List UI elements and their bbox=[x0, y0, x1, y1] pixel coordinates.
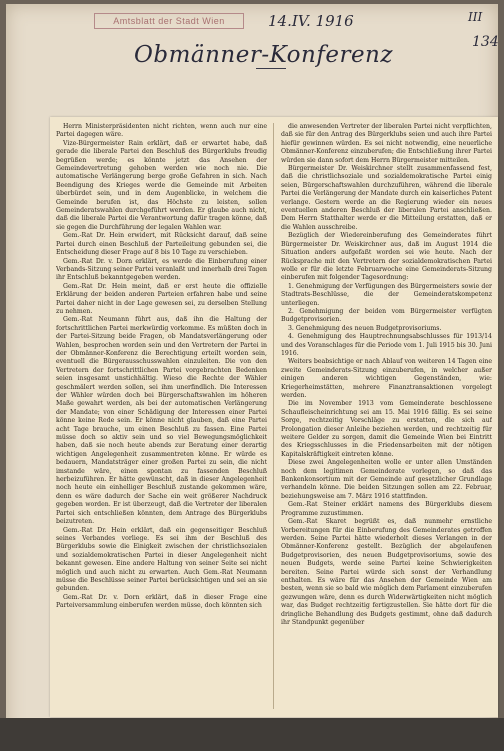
newspaper-clipping bbox=[50, 117, 498, 717]
paragraph: Gem.-Rat Skaret begrüßt es, daß nunmehr ernstliche Vorbereitungen für die Einberufung des Gemeinderates getroffen werden. Seine Partei hätte wiederholt dieses Verlangen in der Obmänner-Konferenz gestellt. Bezüglich der abgelaufenen Budgetprovisorien, des neuen Budgetprovisoriums, sowie des neuen Budgets, werde seine Partei keine Schwierigkeiten bereiten. Seine Partei würde sich sonst der Verhandlung enthalten. Es wäre für das Ansehen der Gemeinde Wien am besten, wenn sie so bald wie möglich dem Parlament einzuberufen gezwungen wäre, denn es durch Widerwärtigkeiten nicht möglich war, das Budget rechtzeitig fertigzustellen. Sie hätte dort für die dringliche Behandlung des Budgets gestimmt, ohne daß dadurch ihr Standpunkt gegenüber bbox=[281, 518, 492, 626]
paragraph: Die im November 1913 vom Gemeinderate beschlossene Schaufleischeinrichtung sei am 15. Mai 1916 fällig. Es sei seine Sorge, rechtzeitig Vorschläge zu erstatten, die sich auf Prolongation dieser Anleihe beziehen werden, und rechtzeitig für weitere Gelder zu sorgen, damit die Gemeinde Wien bei Eintritt des Kriegsschlusses in die Friedensarbeiten mit der nötigen Kapitalskräftigkeit eintreten könne. bbox=[281, 400, 492, 458]
paragraph: Gem.-Rat Dr. Hein meint, daß er erst heute die offizielle Erklärung der beiden anderen Parteien erfahren habe und seine Partei daher nicht in der Lage gewesen sei, zu derselben Stellung zu nehmen. bbox=[56, 282, 267, 315]
heading-underline bbox=[256, 68, 286, 69]
paragraph: Diese zwei Angelegenheiten wolle er unter allen Umständen noch dem legitimen Gemeinderate vorlegen, so daß das Bankenkonsortium mit der Gemeinde auf gesetzlicher Grundlage verhandeln könne. Die beiden Sitzungen sollen am 22. Februar, beziehungsweise am 7. März 1916 stattfinden. bbox=[281, 459, 492, 500]
agenda-item: 1. Genehmigung der Verfügungen des Bürgermeisters sowie der Stadtrats-Beschlüsse, die der Gemeinderatskompetenz unterliegen. bbox=[281, 282, 492, 307]
agenda-item: 2. Genehmigung der beiden vom Bürgermeister verfügten Budgetprovisorien. bbox=[281, 307, 492, 324]
paragraph: Bezüglich der Wiedereinberufung des Gemeinderates führt Bürgermeister Dr. Weiskirchner aus, daß im August 1914 die Situation anders aufgefaßt worden sei wie heute. Nach der Rücksprache mit den Vertretern der sozialdemokratischen Partei wolle er für die letzte Februarwoche eine Gemeinderats-Sitzung einberufen mit folgender Tagesordnung: bbox=[281, 232, 492, 282]
paragraph: Gem.-Rat Dr. Hein erwidert, mit Rücksicht darauf, daß seine Partei durch einen Beschluß der Parteileitung gebunden sei, die Entscheidung dieser Frage auf 8 bis 10 Tage zu verschieben. bbox=[56, 232, 267, 257]
archive-stamp: Amtsblatt der Stadt Wien bbox=[94, 13, 244, 29]
scanner-background-strip bbox=[0, 718, 504, 751]
paragraph: Gem.-Rat Dr. v. Dorn erklärt, daß in dieser Frage eine Parteiversammlung einberufen werden müsse, doch könnten sich bbox=[56, 593, 267, 610]
column-divider bbox=[273, 123, 274, 709]
archive-page bbox=[6, 4, 498, 747]
agenda-item: 4. Genehmigung des Hauptrechnungsabschlusses für 1913/14 und des Voranschlages für die Periode vom 1. Juli 1915 bis 30. Juni 1916. bbox=[281, 333, 492, 357]
paragraph: Vize-Bürgermeister Rain erklärt, daß er erwartet habe, daß gerade die liberale Partei den Beschluß des Bürgerklubs freudig begrüßen werde; es könnte jetzt das Ansehen der Gemeindevertretung gehoben werden wie noch nie. Die automatische Verlängerung berge große Gefahren in sich. Nach Beendigung des Krieges werde die Gemeinde mit Arbeiten überbürdet sein, und in dem Augenblicke, in welchem die Gemeinde berufen ist, das Höchste zu leisten, sollen Gemeinderatswahlen durchgeführt werden. Er glaube auch nicht, daß die liberale Partei die Verantwortung dafür tragen könne, daß sie gegen die Durchführung der legalen Wahlen war. bbox=[56, 139, 267, 231]
paragraph: Gem.-Rat Neumann führt aus, daß ihn die Haltung der fortschrittlichen Partei merkwürdig vorkomme. Es müßten doch in der Partei-Sitzung beide Fragen, ob Mandatsverlängerung oder Wahlen, besprochen worden sein und den Vertretern der Partei in der Obmänner-Konferenz die Berechtigung erteilt worden sein, eventuell die Bürgerausschusswahlen einzuleiten. Die von den Vertretern der fortschrittlichen Partei vorgebrachten Bedenken seien insgesamt unstichhältig. Wieso die Rechte der Wähler geschmälert werden sollen, sei ihm unerfindlich. Die Interessen der Wähler würden doch bei Bürgerschaftswahlen im höheren Maße gewahrt werden, als bei der automatischen Verlängerung der Mandate; von einer Schädigung der Interessen einer Partei könne keine Rede sein. Er könne nicht glauben, daß eine Partei acht Tage brauche, um einen Beschluß zu fassen. Eine Partei müsse doch so aktiv sein und so viel Bewegungsmöglichkeit haben, daß sie noch heute abends zur Beratung einer derartig wichtigen Angelegenheit zusammentreten könne. Er würde es bedauern, Mandatsträger einer großen Partei zu sein, die nicht imstande wäre, einen spontan zu fassenden Beschluß herbeizuführen. Er hätte gewünscht, daß in dieser Angelegenheit noch heute ein einhelliger Beschluß zustande gekommen wäre, denn es wäre dadurch der Sache ein weit größerer Nachdruck gegeben worden. Er ist überzeugt, daß die Vertreter der liberalen Partei sich entschließen könnten, dem Antrage des Bürgerklubs beizutreten. bbox=[56, 316, 267, 526]
paragraph: Weiters beabsichtige er nach Ablauf von weiteren 14 Tagen eine zweite Gemeinderats-Sitzung einzuberufen, in welcher außer einigen anderen wichtigen Gegenständen, wie: Kriegerheimstätten, mehrere Finanztransaktionen vorgelegt werden. bbox=[281, 358, 492, 399]
handwritten-date: 14.IV. 1916 bbox=[268, 12, 354, 30]
paragraph: Gem.-Rat Steiner erklärt namens des Bürgerklubs diesem Programme zuzustimmen. bbox=[281, 501, 492, 517]
paragraph: die anwesenden Vertreter der liberalen Partei nicht verpflichten, daß sie für den Antrag des Bürgerklubs seien und auch ihre Partei hiefür gewinnen würden. Es sei nicht notwendig, eine neuerliche Obmänner-Konferenz einzuberufen; die Entschließung ihrer Partei würden sie dann sofort dem Herrn Bürgermeister mitteilen. bbox=[281, 123, 492, 164]
handwritten-heading: Obmänner-Konferenz bbox=[134, 42, 393, 68]
paragraph: Bürgermeister Dr. Weiskirchner stellt zusammenfassend fest, daß die christlichsoziale und sozialdemokratische Partei einig seien, Bürgerschaftswahlen durchzuführen, während die liberale Partei die Verlängerung der Mandate durch ein kaiserliches Patent verlange. Gestern werde an die Regierung wieder ein neues eventuellen anderen Beschluß der liberalen Partei anschließen. Dem Herrn Statthalter werde er die Mitteilung erstatten, daß er die Wahlen ausschreibe. bbox=[281, 165, 492, 231]
handwritten-folio-number: 134 bbox=[472, 34, 499, 50]
handwritten-section-number: III bbox=[468, 10, 483, 24]
right-column bbox=[281, 123, 492, 713]
paragraph: Gem.-Rat Dr. v. Dorn erklärt, es werde die Einberufung einer Verbands-Sitzung seiner Partei veranlaßt und innerhalb drei Tagen ihr Entschluß bekanntgegeben werden. bbox=[56, 257, 267, 282]
paragraph: Herrn Ministerpräsidenten nicht richten, wenn auch nur eine Partei dagegen wäre. bbox=[56, 123, 267, 139]
agenda-item: 3. Genehmigung des neuen Budgetprovisoriums. bbox=[288, 324, 442, 332]
left-column bbox=[56, 123, 267, 713]
paragraph: Gem.-Rat Dr. Hein erklärt, daß ein gegenseitiger Beschluß seines Verbandes vorliege. Es sei ihm der Beschluß des Bürgerklubs sowie die Einigkeit zwischen der christlichsozialen und sozialdemokratischen Partei in dieser Angelegenheit nicht bekannt gewesen. Eine andere Haltung von seiner Seite sei nicht möglich und auch nicht zu erwarten. Auch Gem.-Rat Neumann müsse die Beschlüsse seiner Partei berücksichtigen und sei an sie gebunden. bbox=[56, 526, 267, 593]
